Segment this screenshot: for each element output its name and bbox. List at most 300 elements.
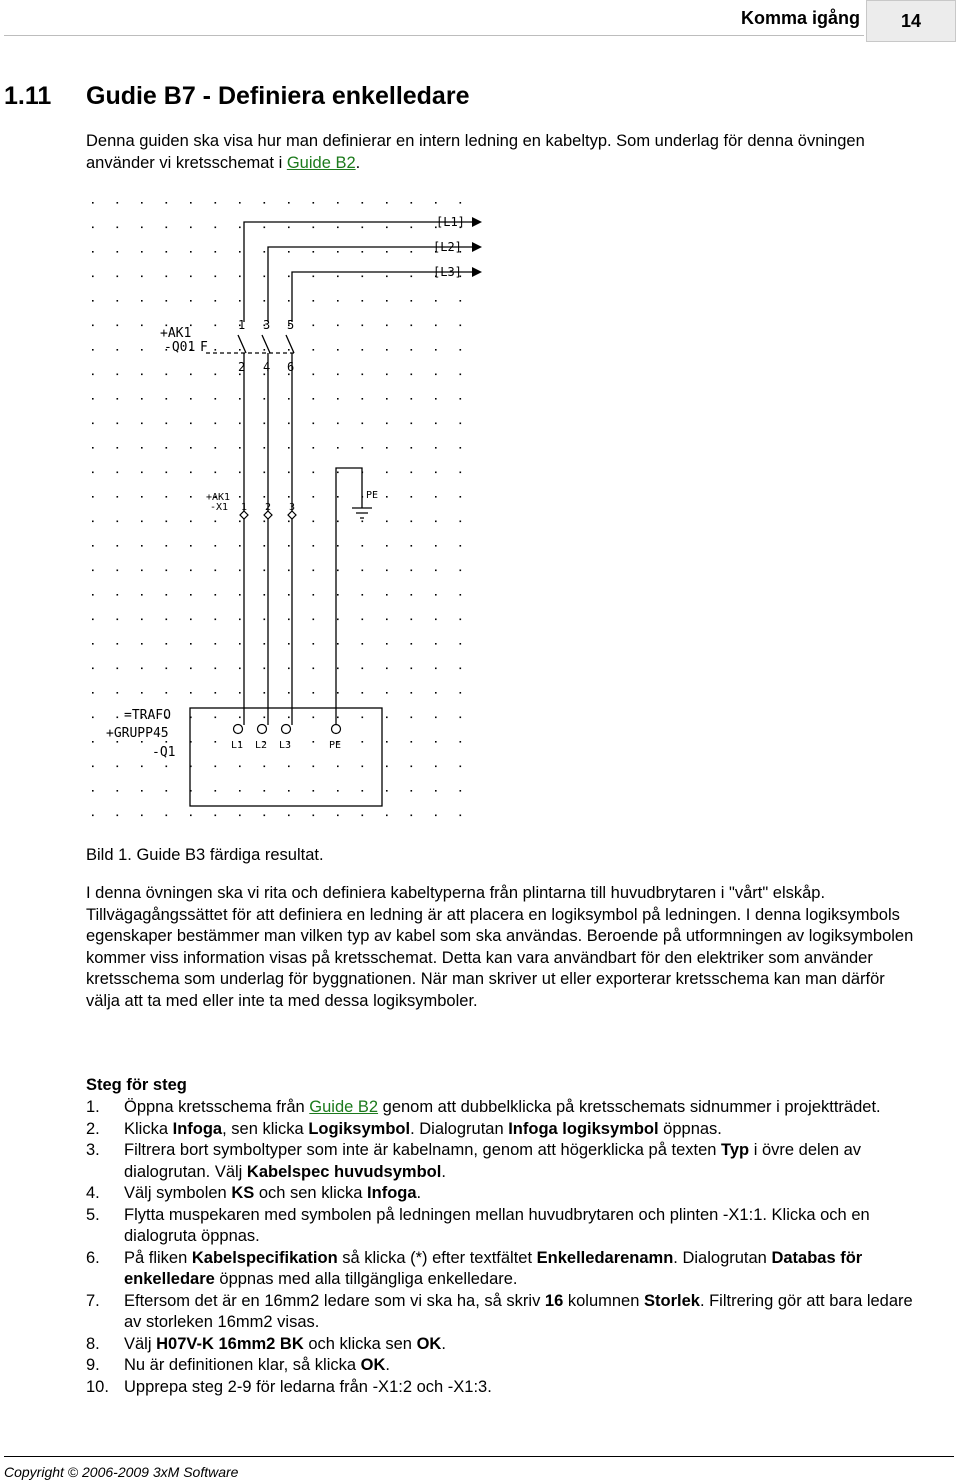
intro-text: Denna guiden ska visa hur man definierar en intern ledning en kabeltyp. Som underlag för denna övningen använder vi kretsschemat i: [86, 132, 865, 172]
grid-dot: [117, 251, 119, 253]
grid-dot: [117, 521, 119, 523]
grid-dot: [386, 766, 388, 768]
grid-dot: [411, 472, 413, 474]
guide-b2-step-link[interactable]: Guide B2: [309, 1098, 379, 1116]
grid-dot: [264, 496, 266, 498]
grid-dot: [386, 790, 388, 792]
grid-dot: [288, 447, 290, 449]
grid-dot: [215, 227, 217, 229]
grid-dot: [362, 325, 364, 327]
grid-dot: [141, 790, 143, 792]
grid-dot: [166, 741, 168, 743]
step-6: [86, 1248, 926, 1291]
grid-dot: [117, 692, 119, 694]
grid-dot: [435, 790, 437, 792]
step-bold: Kabelspecifikation: [191, 1248, 338, 1267]
grid-dot: [460, 521, 462, 523]
grid-dot: [288, 643, 290, 645]
grid-dot: [362, 545, 364, 547]
grid-dot: [264, 717, 266, 719]
grid-dot: [362, 374, 364, 376]
step-text: Upprepa steg 2-9 för ledarna från -X1:2 och -X1:3.: [124, 1377, 492, 1396]
grid-dot: [411, 202, 413, 204]
grid-dot: [117, 447, 119, 449]
grid-dot: [337, 668, 339, 670]
grid-dot: [190, 374, 192, 376]
grid-dot: [411, 741, 413, 743]
grid-dot: [264, 227, 266, 229]
grid-dot: [435, 349, 437, 351]
grid-dot: [411, 815, 413, 817]
label-trafo: =TRAFO: [124, 708, 171, 723]
step-text: så klicka (*) efter textfältet: [337, 1248, 537, 1267]
label-b-l1: L1: [231, 740, 244, 751]
step-2: [86, 1119, 926, 1141]
grid-dot: [92, 668, 94, 670]
step-text: . Dialogrutan: [410, 1119, 509, 1138]
grid-dot: [141, 398, 143, 400]
grid-dot: [141, 276, 143, 278]
wire-l3: [292, 272, 472, 322]
grid-dot: [337, 594, 339, 596]
label-x1-1: 1: [241, 502, 248, 513]
grid-dot: [239, 300, 241, 302]
label-q01: -Q01: [164, 340, 196, 355]
grid-dot: [141, 741, 143, 743]
step-bold: H07V-K 16mm2 BK: [156, 1334, 304, 1353]
grid-dot: [92, 692, 94, 694]
grid-dot: [362, 521, 364, 523]
grid-dot: [92, 300, 94, 302]
grid-dot: [117, 619, 119, 621]
grid-dot: [411, 398, 413, 400]
grid-dot: [386, 251, 388, 253]
grid-dot: [386, 374, 388, 376]
grid-dot: [386, 472, 388, 474]
grid-dot: [117, 570, 119, 572]
arrow-l2: [472, 242, 482, 252]
grid-dot: [92, 594, 94, 596]
grid-dot: [264, 251, 266, 253]
grid-dot: [460, 496, 462, 498]
grid-dot: [337, 521, 339, 523]
grid-dot: [239, 790, 241, 792]
grid-dot: [435, 325, 437, 327]
step-number: 4.: [86, 1184, 100, 1202]
grid-dot: [215, 619, 217, 621]
grid-dot: [362, 423, 364, 425]
grid-dot: [435, 570, 437, 572]
grid-dot: [239, 447, 241, 449]
grid-dot: [460, 374, 462, 376]
grid-dot: [386, 300, 388, 302]
label-t4: 4: [263, 360, 271, 374]
grid-dot: [337, 717, 339, 719]
grid-dot: [92, 447, 94, 449]
step-text: Klicka: [124, 1119, 173, 1138]
step-bold: Storlek: [644, 1291, 700, 1310]
label-l3: [L3]: [433, 265, 462, 279]
grid-dot: [190, 447, 192, 449]
grid-dot: [190, 227, 192, 229]
grid-dot: [362, 300, 364, 302]
grid-dot: [239, 521, 241, 523]
grid-dot: [190, 594, 192, 596]
grid-dot: [411, 570, 413, 572]
grid-dot: [190, 545, 192, 547]
grid-dot: [239, 717, 241, 719]
grid-dot: [337, 472, 339, 474]
grid-dot: [460, 349, 462, 351]
grid-dot: [386, 325, 388, 327]
label-l2: [L2]: [433, 240, 462, 254]
grid-dot: [411, 717, 413, 719]
grid-dot: [117, 202, 119, 204]
grid-dot: [141, 423, 143, 425]
grid-dot: [141, 766, 143, 768]
grid-dot: [386, 545, 388, 547]
grid-dot: [435, 619, 437, 621]
grid-dot: [386, 423, 388, 425]
step-text: Eftersom det är en 16mm2 ledare som vi ska ha, så skriv: [124, 1291, 545, 1310]
grid-dot: [141, 374, 143, 376]
grid-dot: [313, 472, 315, 474]
grid-dot: [239, 423, 241, 425]
grid-dot: [313, 594, 315, 596]
step-number: 2.: [86, 1119, 100, 1138]
trafo-terminal-l2: [258, 725, 267, 734]
grid-dot: [313, 374, 315, 376]
step-text: . Dialogrutan: [673, 1248, 772, 1267]
step-number: 9.: [86, 1356, 100, 1374]
grid-dot: [264, 815, 266, 817]
grid-dot: [190, 570, 192, 572]
step-bold: Infoga: [172, 1119, 223, 1138]
grid-dot: [264, 570, 266, 572]
step-text: Välj symbolen: [124, 1184, 232, 1202]
grid-dot: [92, 717, 94, 719]
grid-dot: [435, 496, 437, 498]
grid-dot: [215, 643, 217, 645]
intro-paragraph: [86, 131, 916, 174]
grid-dot: [288, 423, 290, 425]
grid-dot: [435, 594, 437, 596]
step-text: .: [441, 1162, 446, 1181]
grid-dot: [141, 202, 143, 204]
label-t1: 1: [238, 318, 246, 332]
grid-dot: [141, 496, 143, 498]
grid-dot: [117, 790, 119, 792]
grid-dot: [386, 202, 388, 204]
grid-dot: [215, 815, 217, 817]
grid-dot: [117, 472, 119, 474]
grid-dot: [435, 472, 437, 474]
arrow-l1: [472, 217, 482, 227]
grid-dot: [435, 423, 437, 425]
grid-dots: [92, 202, 461, 816]
label-t2: 2: [238, 360, 246, 374]
step-bold: Enkelledarenamn: [536, 1248, 674, 1267]
grid-dot: [460, 766, 462, 768]
label-pe-top: PE: [366, 490, 379, 501]
grid-dot: [460, 668, 462, 670]
grid-dot: [264, 643, 266, 645]
step-text: öppnas.: [658, 1119, 722, 1138]
grid-dot: [264, 300, 266, 302]
grid-dot: [190, 251, 192, 253]
grid-dot: [190, 472, 192, 474]
grid-dot: [288, 300, 290, 302]
grid-dot: [362, 668, 364, 670]
grid-dot: [190, 668, 192, 670]
grid-dot: [239, 570, 241, 572]
grid-dot: [215, 251, 217, 253]
grid-dot: [411, 251, 413, 253]
step-text: .: [416, 1184, 422, 1202]
grid-dot: [386, 398, 388, 400]
grid-dot: [337, 619, 339, 621]
trafo-terminal-l1: [234, 725, 243, 734]
grid-dot: [117, 643, 119, 645]
grid-dot: [288, 227, 290, 229]
grid-dot: [460, 815, 462, 817]
grid-dot: [166, 398, 168, 400]
grid-dot: [460, 692, 462, 694]
grid-dot: [386, 692, 388, 694]
grid-dot: [92, 815, 94, 817]
step-number: 8.: [86, 1334, 100, 1353]
grid-dot: [386, 349, 388, 351]
grid-dot: [166, 447, 168, 449]
grid-dot: [92, 570, 94, 572]
grid-dot: [337, 300, 339, 302]
guide-b2-link[interactable]: Guide B2: [286, 153, 356, 172]
grid-dot: [435, 692, 437, 694]
label-ak1-mid: +AK1: [206, 492, 231, 503]
grid-dot: [435, 300, 437, 302]
step-bold: OK: [416, 1334, 442, 1353]
grid-dot: [386, 643, 388, 645]
grid-dot: [460, 741, 462, 743]
grid-dot: [337, 374, 339, 376]
grid-dot: [215, 717, 217, 719]
grid-dot: [117, 374, 119, 376]
grid-dot: [313, 227, 315, 229]
step-bold: Kabelspec huvudsymbol: [246, 1162, 442, 1181]
grid-dot: [117, 276, 119, 278]
grid-dot: [166, 668, 168, 670]
step-text: Flytta muspekaren med symbolen på ledningen mellan huvudbrytaren och plinten -X1:1. Klicka och en dialogruta öppnas.: [124, 1205, 870, 1245]
grid-dot: [313, 790, 315, 792]
step-text: På fliken: [124, 1248, 192, 1267]
section-number: 1.11: [4, 82, 52, 110]
grid-dot: [288, 496, 290, 498]
grid-dot: [386, 668, 388, 670]
grid-dot: [411, 349, 413, 351]
label-x1-2: 2: [265, 502, 272, 513]
grid-dot: [92, 766, 94, 768]
step-number: 3.: [86, 1141, 100, 1159]
grid-dot: [215, 276, 217, 278]
grid-dot: [386, 741, 388, 743]
grid-dot: [337, 423, 339, 425]
label-b-l2: L2: [255, 740, 268, 751]
grid-dot: [288, 545, 290, 547]
grid-dot: [460, 790, 462, 792]
grid-dot: [141, 545, 143, 547]
grid-dot: [337, 545, 339, 547]
grid-dot: [337, 815, 339, 817]
grid-dot: [460, 570, 462, 572]
grid-dot: [411, 227, 413, 229]
grid-dot: [411, 545, 413, 547]
grid-dot: [460, 447, 462, 449]
grid-dot: [386, 496, 388, 498]
grid-dot: [166, 545, 168, 547]
grid-dot: [215, 374, 217, 376]
grid-dot: [460, 717, 462, 719]
grid-dot: [239, 545, 241, 547]
step-bold: Databas för enkelledare: [124, 1248, 863, 1288]
step-text: , sen klicka: [222, 1119, 309, 1138]
wire-l2: [268, 247, 472, 322]
section-title: Gudie B7 - Definiera enkelledare: [86, 82, 470, 110]
grid-dot: [435, 717, 437, 719]
grid-dot: [92, 472, 94, 474]
grid-dot: [264, 521, 266, 523]
grid-dot: [190, 815, 192, 817]
grid-dot: [435, 374, 437, 376]
grid-dot: [92, 619, 94, 621]
intro-end: .: [355, 153, 361, 172]
grid-dot: [166, 692, 168, 694]
grid-dot: [386, 594, 388, 596]
grid-dot: [435, 398, 437, 400]
grid-dot: [117, 717, 119, 719]
grid-dot: [313, 276, 315, 278]
grid-dot: [239, 398, 241, 400]
grid-dot: [141, 692, 143, 694]
grid-dot: [117, 349, 119, 351]
grid-dot: [264, 545, 266, 547]
grid-dot: [411, 521, 413, 523]
grid-dot: [411, 619, 413, 621]
copyright-footer: Copyright © 2006-2009 3xM Software: [4, 1464, 239, 1480]
grid-dot: [288, 398, 290, 400]
grid-dot: [239, 349, 241, 351]
grid-dot: [215, 202, 217, 204]
label-x1: -X1: [210, 502, 229, 513]
label-f: F: [200, 340, 208, 355]
trafo-terminal-pe: [332, 725, 341, 734]
grid-dot: [264, 692, 266, 694]
label-q1: -Q1: [152, 745, 176, 760]
grid-dot: [288, 521, 290, 523]
grid-dot: [386, 521, 388, 523]
grid-dot: [313, 766, 315, 768]
grid-dot: [288, 717, 290, 719]
grid-dot: [92, 227, 94, 229]
grid-dot: [215, 325, 217, 327]
grid-dot: [264, 766, 266, 768]
label-b-pe: PE: [329, 740, 342, 751]
grid-dot: [411, 790, 413, 792]
grid-dot: [166, 276, 168, 278]
grid-dot: [166, 423, 168, 425]
step-number: 10.: [86, 1377, 109, 1396]
grid-dot: [288, 766, 290, 768]
grid-dot: [239, 594, 241, 596]
grid-dot: [215, 741, 217, 743]
grid-dot: [288, 570, 290, 572]
step-9: [86, 1355, 926, 1377]
grid-dot: [92, 496, 94, 498]
page-title: [4, 82, 469, 111]
grid-dot: [288, 619, 290, 621]
grid-dot: [386, 619, 388, 621]
grid-dot: [460, 545, 462, 547]
step-1: [86, 1097, 926, 1119]
grid-dot: [337, 643, 339, 645]
grid-dot: [92, 643, 94, 645]
label-t3: 3: [263, 318, 271, 332]
grid-dot: [190, 423, 192, 425]
page-number: 14: [900, 10, 922, 31]
grid-dot: [141, 570, 143, 572]
grid-dot: [362, 643, 364, 645]
grid-dot: [313, 692, 315, 694]
grid-dot: [337, 447, 339, 449]
wire-pe: [336, 468, 362, 725]
grid-dot: [166, 766, 168, 768]
footer-divider: [4, 1456, 954, 1457]
grid-dot: [411, 766, 413, 768]
grid-dot: [435, 766, 437, 768]
grid-dot: [337, 398, 339, 400]
grid-dot: [362, 741, 364, 743]
step-8: [86, 1334, 926, 1356]
grid-dot: [117, 398, 119, 400]
grid-dot: [215, 447, 217, 449]
grid-dot: [92, 276, 94, 278]
grid-dot: [411, 643, 413, 645]
grid-dot: [141, 521, 143, 523]
grid-dot: [166, 790, 168, 792]
grid-dot: [141, 325, 143, 327]
grid-dot: [264, 349, 266, 351]
grid-dot: [239, 619, 241, 621]
grid-dot: [288, 276, 290, 278]
grid-dot: [141, 300, 143, 302]
label-t6: 6: [287, 360, 295, 374]
grid-dot: [435, 815, 437, 817]
step-5: [86, 1205, 926, 1248]
step-text: . Filtrering gör att bara ledare av storleken 16mm2 visas.: [124, 1291, 913, 1331]
grid-dot: [92, 374, 94, 376]
grid-dot: [288, 815, 290, 817]
grid-dot: [460, 423, 462, 425]
grid-dot: [411, 496, 413, 498]
grid-dot: [313, 398, 315, 400]
grid-dot: [264, 472, 266, 474]
grid-dot: [313, 251, 315, 253]
grid-dot: [117, 594, 119, 596]
grid-dot: [337, 227, 339, 229]
step-number: 5.: [86, 1205, 100, 1224]
grid-dot: [239, 643, 241, 645]
step-bold: OK: [360, 1356, 386, 1374]
grid-dot: [337, 496, 339, 498]
